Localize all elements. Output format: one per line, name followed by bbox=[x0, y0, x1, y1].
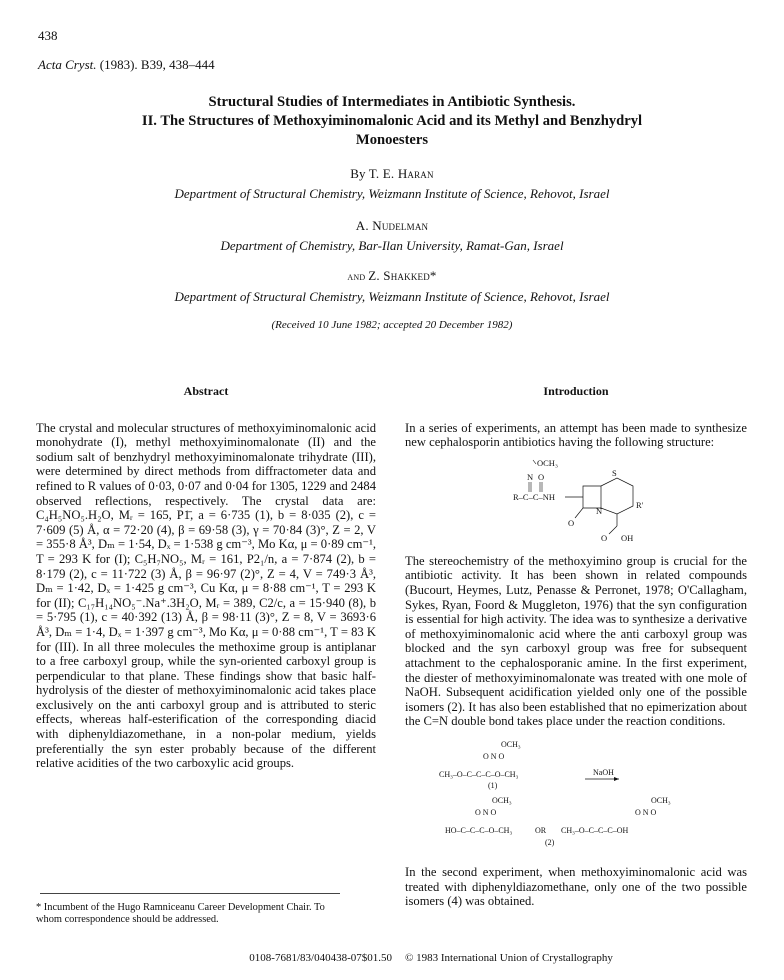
cephalosporin-structure bbox=[405, 456, 747, 546]
intro-paragraph-1: In a series of experiments, an attempt has been made to synthesize new cephalosporin antibiotics having the following structure: bbox=[405, 420, 747, 450]
scheme-och3-c: OCH₃ bbox=[651, 795, 671, 805]
copyright: © 1983 International Union of Crystallography bbox=[405, 952, 613, 964]
author-2 bbox=[40, 218, 744, 234]
author-3-affiliation: Department of Structural Chemistry, Weizmann Institute of Science, Rehovot, Israel bbox=[174, 289, 610, 304]
author-3 bbox=[40, 268, 744, 284]
intro-paragraph-2 bbox=[405, 554, 747, 729]
struct-chain: R–C–C–NH bbox=[513, 491, 556, 502]
author-name: Z. Shakked* bbox=[368, 268, 437, 283]
struct-s: S bbox=[612, 467, 617, 478]
abstract-heading: Abstract bbox=[183, 384, 229, 398]
struct-o-ring: O bbox=[568, 517, 575, 528]
author-name: A. Nudelman bbox=[355, 218, 429, 233]
struct-o-2: O bbox=[601, 532, 608, 543]
footnote: * Incumbent of the Hugo Ramniceanu Career Development Chair. To whom correspondence should be addressed. bbox=[36, 902, 325, 925]
author-prefix: and bbox=[347, 271, 369, 283]
article-code: 0108-7681/83/040438-07$01.50 bbox=[249, 952, 392, 964]
introduction-heading: Introduction bbox=[543, 384, 609, 398]
abstract-text: The crystal and molecular structures of methoxyiminomalonic acid monohydrate (I), methyl methoxyiminomalonate (II) and the sodium salt of benzhydryl methoxyiminomalonate trihydrate (III), were determined by direct methods from diffractometer data and refined to R values of 0·03, 0·07 and 0·04 for 1305, 1229 and 2484 observed reflections, respectively. The crystal data are: C₄H₅NO₅.H₂O, Mᵣ = 165, P1̄, a = 6·735 (1), b = 8·035 (2), c = 7·609 (5) Å, α = 72·20 (4), β = 69·58 (3), γ = 70·84 (3)°, Z = 2, V = 355·8 Å³, Dₘ = 1·54, Dₓ = 1·538 g cm⁻³, Mo Kα, μ = 0·89 cm⁻¹, T = 293 K for (I); C₅H₇NO₅, Mᵣ = 161, P2₁/n, a = 7·874 (2), b = 8·179 (2), c = 11·722 (3) Å, β = 96·97 (2)°, Z = 4, V = 749·3 Å³, Dₘ = 1·42, Dₓ = 1·425 g cm⁻³, Cu Kα, μ = 8·88 cm⁻¹, T = 293 K for (II); C₁₇H₁₄NO₅⁻.Na⁺.3H₂O, Mᵣ = 389, C2/c, a = 15·940 (8), b = 5·795 (1), c = 40·392 (13) Å, β = 98·11 (3)°, Z = 8, V = 3693·6 Å³, Dₘ = 1·4, Dₓ = 1·397 g cm⁻³, Mo Kα, μ = 0·88 cm⁻¹, T = 83 K for (III). In all three molecules the methoxime group is antiplanar to a free carboxyl group, while the syn-oriented carboxyl group is perpendicular to that plane. These findings show that basic half-hydrolysis of the diester of methoxyiminomalonic acid takes place exclusively on the anti carboxyl group and is attributed to steric effects, whereas half-esterification of the corresponding diacid with diphenyldiazomethane, in a non-polar medium, yields preferentially the syn ester probably because of the different relative acidities of the two carboxylic acid groups. bbox=[36, 420, 376, 771]
title-line-1: Structural Studies of Intermediates in Antibiotic Synthesis. bbox=[208, 94, 576, 110]
author-1-affiliation: Department of Structural Chemistry, Weizmann Institute of Science, Rehovot, Israel bbox=[174, 186, 610, 201]
intro-paragraph-3: In the second experiment, when methoxyiminomalonic acid was treated with diphenyldiazomethane, only one of the two possible isomers (4) was obtained. bbox=[405, 864, 747, 909]
author-prefix: By bbox=[350, 166, 369, 181]
struct-n: N bbox=[527, 471, 534, 482]
scheme-ono-b: O N O bbox=[475, 807, 497, 817]
abstract-column bbox=[36, 384, 376, 771]
scheme-reagent: NaOH bbox=[593, 767, 614, 777]
scheme-och3-b: OCH₃ bbox=[492, 795, 512, 805]
reaction-scheme bbox=[405, 735, 747, 857]
scheme-label-2: (2) bbox=[545, 837, 555, 847]
page-number: 438 bbox=[38, 28, 58, 43]
article-title bbox=[40, 93, 744, 150]
title-line-2: II. The Structures of Methoxyiminomalonic Acid and its Methyl and Benzhydryl bbox=[141, 113, 643, 129]
structure-drawing bbox=[405, 456, 747, 546]
footnote-divider bbox=[40, 893, 340, 894]
introduction-column bbox=[405, 384, 747, 909]
journal-name: Acta Cryst. bbox=[38, 57, 97, 72]
struct-oh: OH bbox=[621, 532, 634, 543]
scheme-product-a: HO–C–C–C–O–CH₃ bbox=[445, 825, 513, 835]
struct-o: O bbox=[538, 471, 545, 482]
scheme-ono-c: O N O bbox=[635, 807, 657, 817]
scheme-reactant: CH₃–O–C–C–C–O–CH₃ bbox=[439, 769, 519, 779]
author-1 bbox=[40, 166, 744, 182]
citation-details: (1983). B39, 438–444 bbox=[96, 57, 215, 72]
title-line-3: Monoesters bbox=[355, 132, 429, 148]
struct-n-ring: N bbox=[596, 505, 603, 516]
received-dates: (Received 10 June 1982; accepted 20 December 1982) bbox=[271, 319, 513, 331]
struct-r-prime: R' bbox=[636, 499, 644, 510]
author-2-affiliation: Department of Chemistry, Bar-Ilan University, Ramat-Gan, Israel bbox=[220, 238, 564, 253]
intro-paragraph-2-text: The stereochemistry of the methoxyimino group is crucial for the antibiotic activity. It has been shown in related compounds (Bucourt, Heymes, Lutz, Penasse & Perronet, 1978; O'Callagham, Sykes, Ryan, Foord & Muggleton, 1976) that the syn configuration is essential for high activity. The idea was to synthesize a derivative of methoxyiminomalonic acid where the anti carboxyl group was blocked and the syn carboxyl group was free for subsequent attachment to the cephalosporanic amine. In the first experiment, the diester of methoxyiminomalonate was treated with one mole of NaOH. Subsequent acidification yielded only one of the possible isomers (2). It has also been established that no epimerization about the C=N double bond takes place under the reaction conditions. bbox=[405, 553, 747, 729]
journal-citation bbox=[38, 57, 215, 73]
scheme-och3-a: OCH₃ bbox=[501, 739, 521, 749]
scheme-product-b: CH₃–O–C–C–C–OH bbox=[561, 825, 629, 835]
scheme-or: OR bbox=[535, 825, 547, 835]
scheme-drawing bbox=[405, 735, 747, 857]
scheme-label-1: (1) bbox=[488, 780, 498, 790]
scheme-ono-a: O N O bbox=[483, 751, 505, 761]
author-name: T. E. Haran bbox=[368, 166, 434, 181]
struct-och3: OCH₃ bbox=[537, 457, 558, 468]
